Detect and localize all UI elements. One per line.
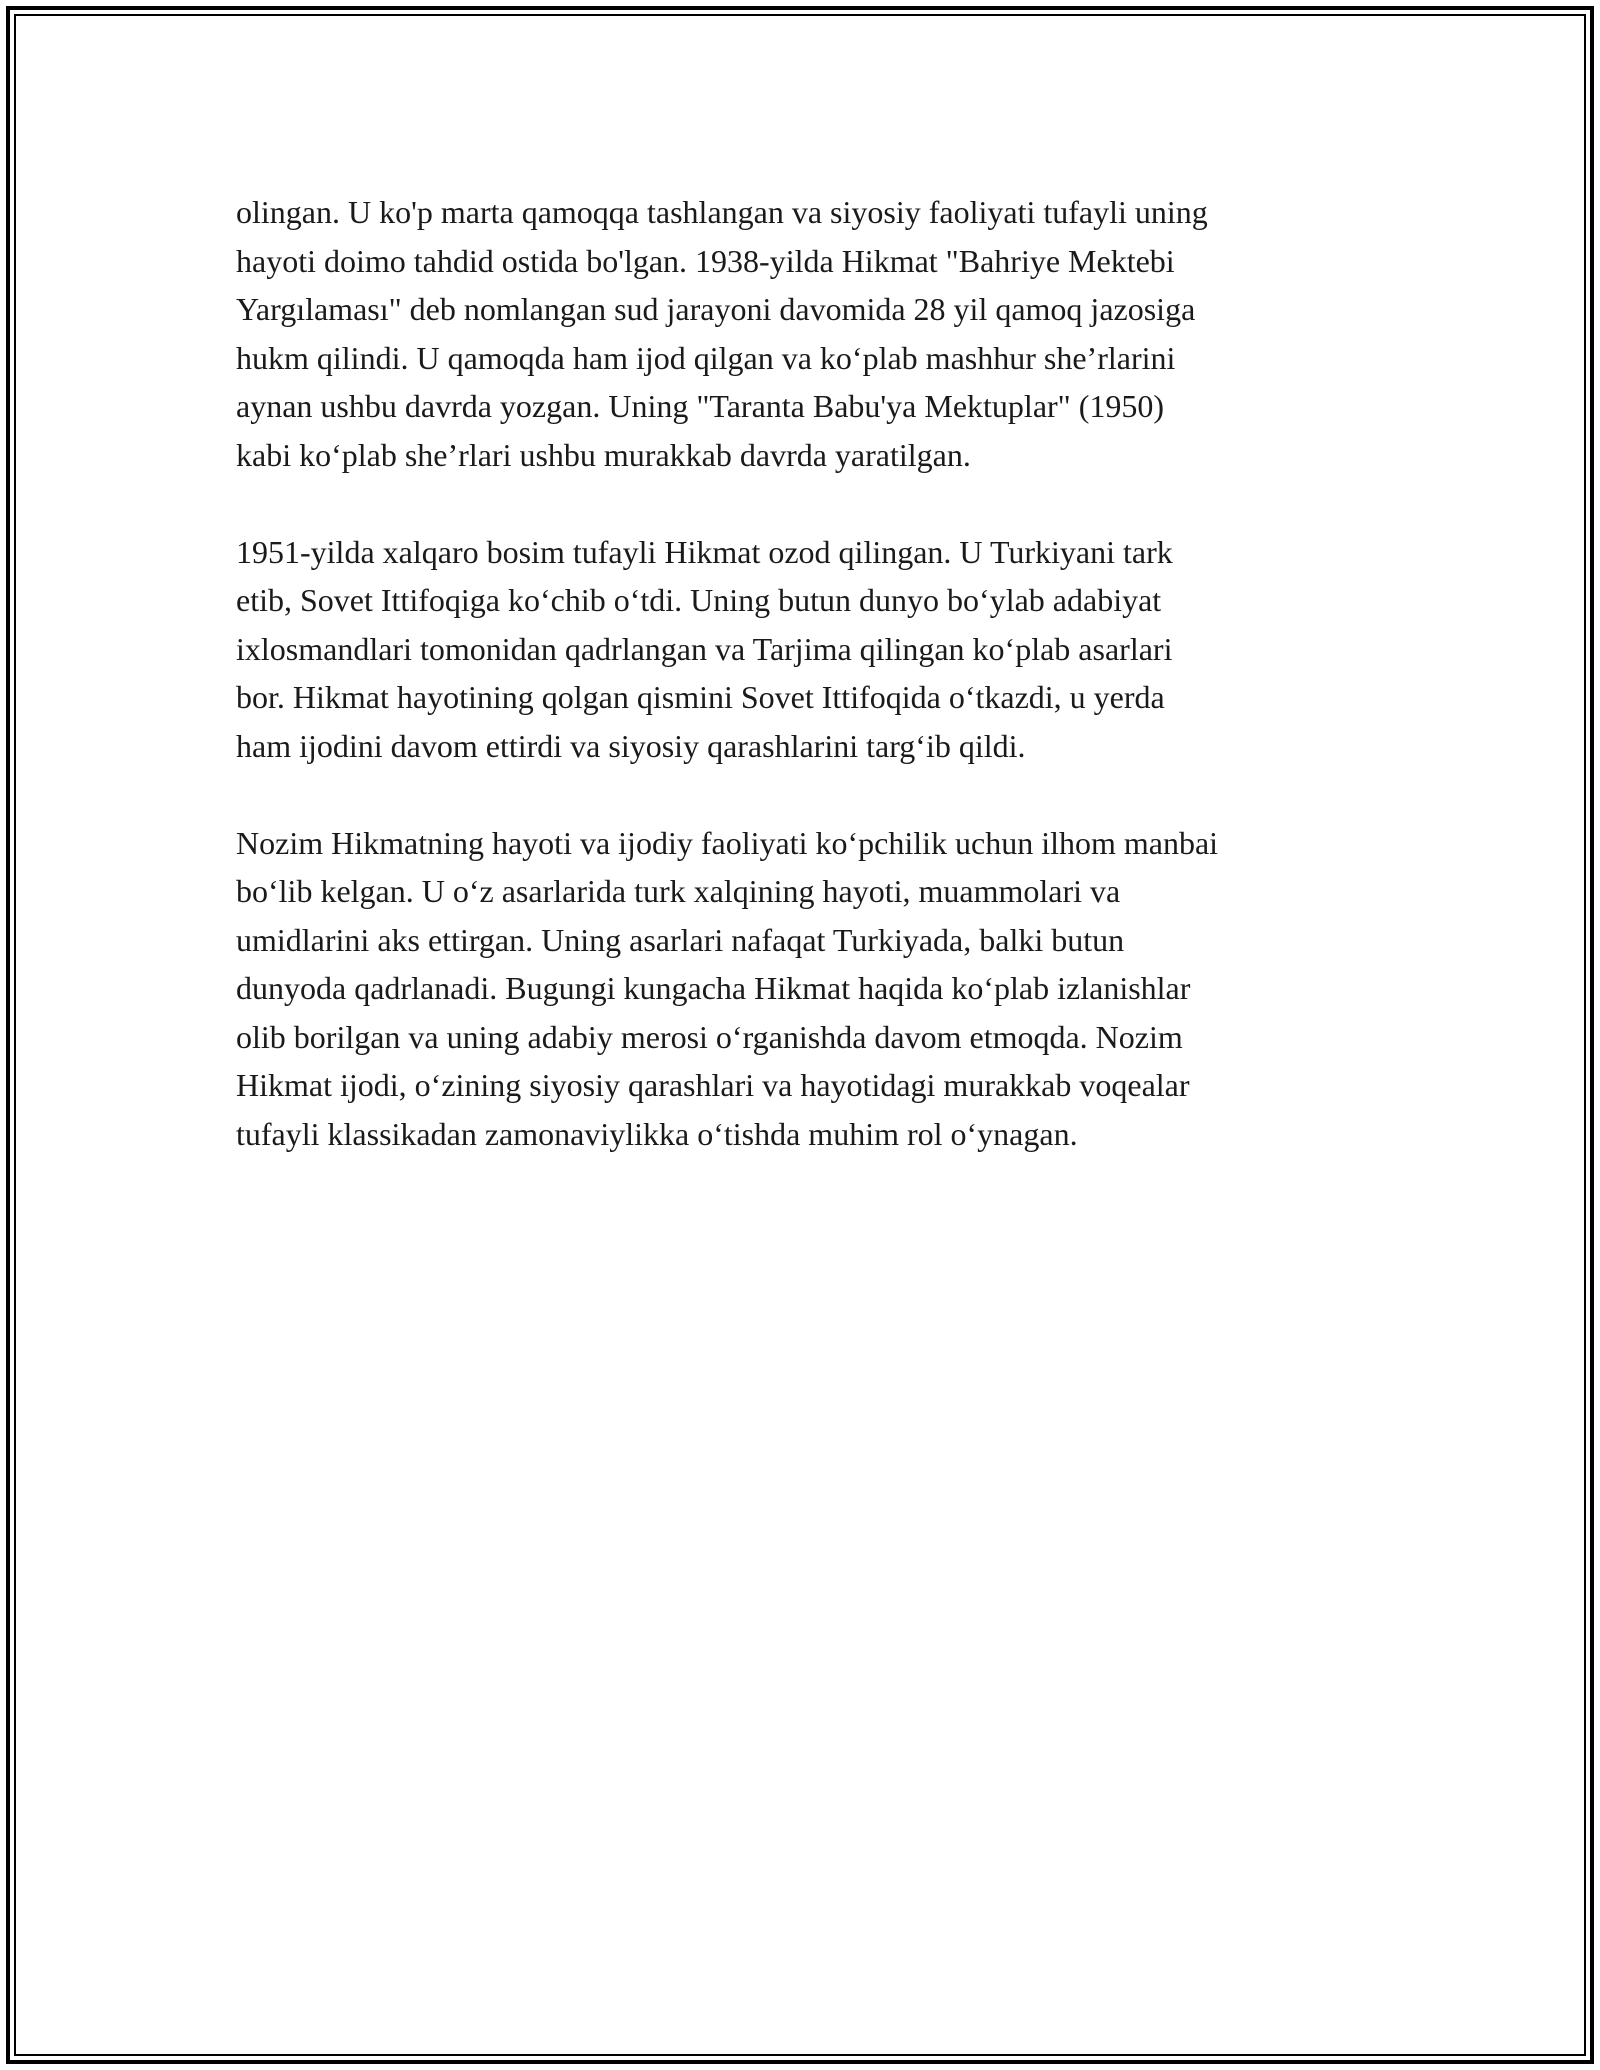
text-line: umidlarini aks ettirgan. Uning asarlari nafaqat Turkiyada, balki butun xyxy=(236,921,1125,958)
text-line: aynan ushbu davrda yozgan. Uning "Taranta Babu'ya Mektuplar" (1950) xyxy=(236,388,1165,424)
paragraph-2 xyxy=(236,528,1386,771)
text-line: tufayli klassikadan zamonaviylikka oʻtishda muhim rol oʻynagan. xyxy=(236,1115,1078,1152)
text-line: boʻlib kelgan. U oʻz asarlarida turk xalqining hayoti, muammolari va xyxy=(236,873,1121,909)
text-line: olib borilgan va uning adabiy merosi oʻrganishda davom etmoqda. Nozim xyxy=(236,1018,1183,1055)
text-line: 1951-yilda xalqaro bosim tufayli Hikmat ozod qilingan. U Turkiyani tark xyxy=(236,533,1173,570)
text-line: kabi koʻplab she’rlari ushbu murakkab davrda yaratilgan. xyxy=(236,436,971,473)
text-line: olingan. U ko'p marta qamoqqa tashlangan va siyosiy faoliyati tufayli uning xyxy=(236,194,1208,230)
text-line: hukm qilindi. U qamoqda ham ijod qilgan va koʻplab mashhur she’rlarini xyxy=(236,339,1176,376)
text-line: etib, Sovet Ittifoqiga koʻchib oʻtdi. Uning butun dunyo boʻylab adabiyat xyxy=(236,582,1162,618)
text-line: ixlosmandlari tomonidan qadrlangan va Tarjima qilingan koʻplab asarlari xyxy=(236,630,1173,667)
text-line: ham ijodini davom ettirdi va siyosiy qarashlarini targʻib qildi. xyxy=(236,727,1026,764)
paragraph-1 xyxy=(236,188,1386,479)
text-line: Hikmat ijodi, oʻzining siyosiy qarashlari va hayotidagi murakkab voqealar xyxy=(236,1067,1190,1103)
document-body xyxy=(236,188,1386,1207)
text-line: hayoti doimo tahdid ostida bo'lgan. 1938-yilda Hikmat "Bahriye Mektebi xyxy=(236,242,1175,279)
text-line: dunyoda qadrlanadi. Bugungi kungacha Hikmat haqida koʻplab izlanishlar xyxy=(236,970,1191,1006)
text-line: Yargılaması" deb nomlangan sud jarayoni davomida 28 yil qamoq jazosiga xyxy=(236,291,1196,327)
text-line: Nozim Hikmatning hayoti va ijodiy faoliyati koʻpchilik uchun ilhom manbai xyxy=(236,824,1219,861)
paragraph-3 xyxy=(236,819,1386,1159)
text-line: bor. Hikmat hayotining qolgan qismini Sovet Ittifoqida oʻtkazdi, u yerda xyxy=(236,679,1165,715)
